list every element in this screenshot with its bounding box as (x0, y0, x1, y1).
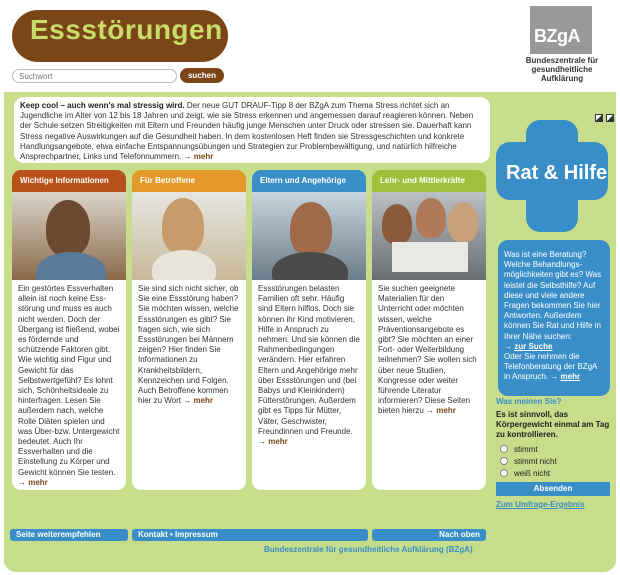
column-body (372, 280, 486, 490)
column-parents (252, 170, 366, 490)
intro-text: Der neue GUT DRAUF-Tipp 8 der BZgA zum Thema Stress richtet sich an Jugendliche im Alter von 12 bis 18 Jahren und zeigt, wie sie Stress erkennen und angemessen darauf reagieren können. Neben der Schule setzen Streitigkeiten mit Eltern und Freunden häufig junge Menschen unter Druck oder stressen sie. Dauerhaft kann Stress negative Auswirkungen auf die Gesundheit haben. In dem kostenlosen Heft finden sie Stressgeschichten und konkrete Handlungsangebote, etwa einfache Entspannungsübungen und Strategien zur Problembewältigung, und natürlich hilfreiche Ansprechpartner, Links und Telefonnummern. (20, 101, 474, 162)
poll-option-label: stimmt (514, 444, 538, 454)
column-title[interactable]: Eltern und Angehörige (252, 170, 366, 192)
column-important-info (12, 170, 126, 490)
poll-option[interactable] (500, 445, 610, 454)
photo-person (46, 200, 90, 256)
photo-person (416, 198, 446, 238)
radio-icon[interactable] (500, 457, 508, 465)
photo-person (382, 204, 412, 244)
radio-icon[interactable] (500, 445, 508, 453)
intro-teaser (14, 97, 490, 163)
column-more-link[interactable]: mehr (28, 477, 48, 487)
intro-lead: Keep cool – auch wenn's mal stressig wird. (20, 101, 185, 110)
contact-imprint-link[interactable]: Kontakt • Impressum (132, 529, 368, 541)
column-more-link[interactable]: mehr (436, 406, 456, 416)
column-more-link[interactable]: mehr (268, 437, 288, 447)
column-text: Sie sind sich nicht sicher, ob Sie eine Essstörung haben? Sie möchten wissen, welche Essstörungen es gibt? Sie fragen sich, wie sich Essstörungen bei Männern zeigen? Hier finden Sie Informationen zu Krankheitsbildern, Kennzeichen und Folgen. Auch Betroffene kommen hier zu Wort (138, 284, 239, 406)
poll-question: Es ist sinnvoll, das Körpergewicht einmal am Tag zu kontrollieren. (496, 410, 610, 440)
poll-option[interactable] (500, 469, 610, 478)
bzga-logo-text: BZgA (534, 26, 580, 46)
column-more-link[interactable]: mehr (193, 396, 214, 406)
beratung-text: Was ist eine Beratung? Welche Behandlungs-möglichkeiten gibt es? Was leistet die Selbsthilfe? Auf diese und viele andere Fragen bekommen Sie hier Antworten. Außerdem können Sie Rat und Hilfe in Ihrer Nähe suchen: (504, 250, 602, 341)
column-text: Essstörungen belasten Familien oft sehr. Häufig sind Eltern hilflos. Doch sie können ihr Kind motivieren, Hilfe in Anspruch zu nehmen. Und sie können die Rahmenbedingungen verändern. Hier erfahren Eltern und Angehörige mehr über Essstörungen und (bei Babys und Kleinkindern) Fütterstörungen. Außerdem gibt es Tipps für Mütter, Väter, Geschwister, Freundinnen und Freunde. (258, 284, 360, 436)
beratung-text-2: Oder Sie nehmen die Telefonberatung der BZgA in Anspruch. (504, 352, 597, 382)
footer-organization: Bundeszentrale für gesundheitliche Aufklärung (BZgA) (264, 545, 473, 554)
column-photo (132, 192, 246, 280)
poll-box (496, 397, 610, 517)
beratung-box (498, 240, 610, 396)
site-title: Essstörungen (30, 14, 223, 45)
intro-more-link[interactable]: mehr (193, 152, 214, 162)
arrow-icon: → (183, 396, 192, 406)
arrow-icon: → (550, 372, 559, 382)
radio-icon[interactable] (500, 469, 508, 477)
back-to-top-link[interactable]: Nach oben (372, 529, 486, 541)
contrast-icon[interactable] (595, 114, 603, 122)
search-link[interactable]: zur Suche (514, 341, 553, 351)
arrow-icon: → (426, 406, 435, 416)
search-button[interactable]: suchen (180, 68, 224, 83)
poll-send-button[interactable]: Absenden (496, 482, 610, 496)
photo-shirt (152, 250, 216, 280)
photo-shirt (36, 252, 106, 280)
column-photo (12, 192, 126, 280)
column-title[interactable]: Für Betroffene (132, 170, 246, 192)
poll-result-link[interactable]: Zum Umfrage-Ergebnis (496, 499, 585, 509)
column-affected (132, 170, 246, 490)
poll-option-label: weiß nicht (514, 468, 551, 478)
poll-option[interactable] (500, 457, 610, 466)
poll-title: Was meinen Sie? (496, 397, 562, 406)
arrow-icon: → (504, 341, 512, 351)
search-input[interactable] (12, 69, 177, 83)
page-frame (4, 2, 616, 572)
poll-option-label: stimmt nicht (514, 456, 557, 466)
column-body (132, 280, 246, 490)
arrow-icon: → (18, 477, 26, 487)
column-teachers (372, 170, 486, 490)
column-title[interactable]: Wichtige Informationen (12, 170, 126, 192)
column-title[interactable]: Lehr- und Mittlerkräfte (372, 170, 486, 192)
column-body (252, 280, 366, 490)
arrow-icon: → (258, 437, 266, 447)
column-body (12, 280, 126, 490)
contrast-alt-icon[interactable] (606, 114, 614, 122)
photo-person (448, 202, 478, 242)
photo-person (290, 202, 332, 256)
column-photo (252, 192, 366, 280)
arrow-icon: → (183, 152, 192, 162)
accessibility-icons (592, 114, 614, 124)
beratung-more-link[interactable]: mehr (560, 372, 581, 382)
column-text: Sie suchen geeignete Materialien für den Unterricht oder möchten wissen, welche Präventionsangebote es gibt? Sie möchten an einer Fort- oder Weiterbildung teilnehmen? Sie wollen sich über neue Studien, Kongresse oder weiter führende Literatur informieren? Diese Seiten bieten hierzu (378, 284, 477, 416)
photo-person (162, 198, 204, 254)
photo-map (392, 242, 468, 272)
recommend-button[interactable]: Seite weiterempfehlen (10, 529, 128, 541)
bzga-caption: Bundeszentrale für gesundheitliche Aufklärung (525, 56, 599, 83)
column-text: Ein gestörtes Essverhalten allein ist noch keine Ess-störung und muss es auch nicht werden. Doch der Übergang ist fließend, wobei es fördernde und schützende Faktoren gibt. Wie wichtig sind Figur und Gewicht für das Selbstwertgefühl? Es lohnt sich, Schönheitsideale zu hinterfragen. Lesen Sie außerdem nach, welche Rolle Diäten spielen und was Über-bzw. Untergewicht bedeutet. Auch Ihr Essverhalten und die Einstellung zu Körper und Gewicht können Sie testen. (18, 284, 120, 477)
photo-shirt (272, 252, 348, 280)
rat-hilfe-title[interactable]: Rat & Hilfe (506, 162, 608, 184)
column-photo (372, 192, 486, 280)
